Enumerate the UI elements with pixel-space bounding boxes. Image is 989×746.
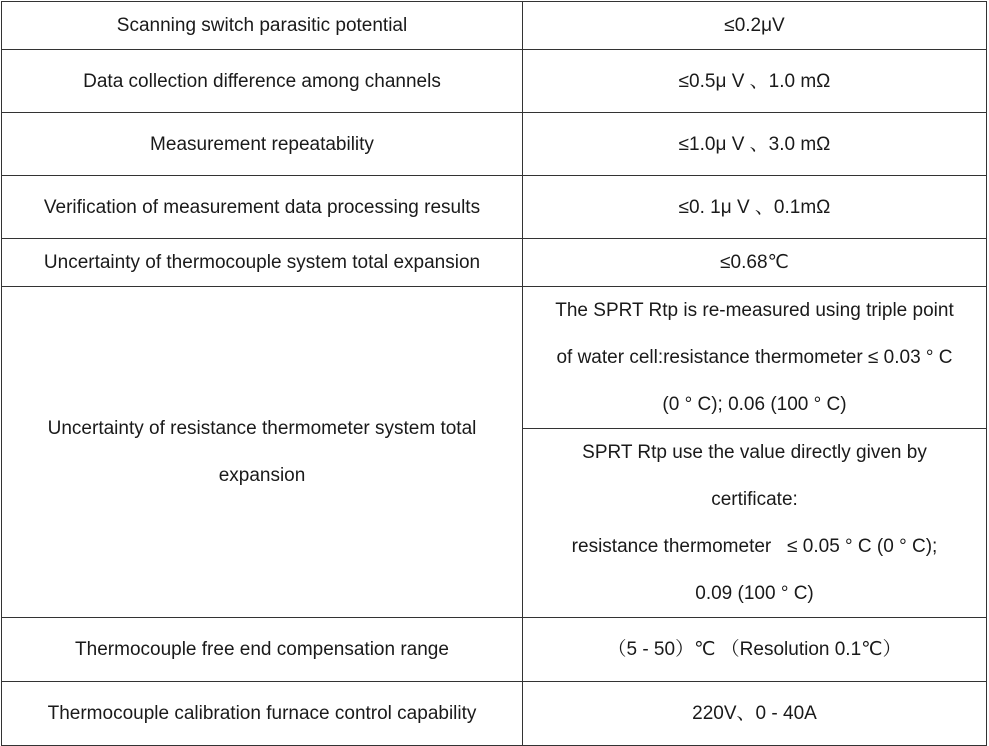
- value-line: (0 ° C); 0.06 (100 ° C): [662, 394, 847, 415]
- value-cell: ≤0.68℃: [523, 239, 987, 287]
- param-cell-merged: [2, 287, 523, 618]
- value-line: 0.09 (100 ° C): [695, 583, 814, 604]
- param-cell: Verification of measurement data processing results: [2, 176, 523, 239]
- table-row: [2, 618, 987, 682]
- value-line: resistance thermometer ≤ 0.05 ° C (0 ° C);: [571, 536, 938, 557]
- value-cell: 220V、0 - 40A: [523, 682, 987, 746]
- table-row: [2, 113, 987, 176]
- table-row: [2, 50, 987, 113]
- value-line: certificate:: [711, 489, 798, 510]
- param-cell: Thermocouple calibration furnace control capability: [2, 682, 523, 746]
- table-row: [2, 2, 987, 50]
- param-line: expansion: [218, 465, 306, 486]
- param-cell: Scanning switch parasitic potential: [2, 2, 523, 50]
- table-row: [2, 176, 987, 239]
- table-row: [2, 287, 987, 429]
- value-cell-certificate: [523, 429, 987, 618]
- value-cell: ≤0. 1μ V 、0.1mΩ: [523, 176, 987, 239]
- param-cell: Measurement repeatability: [2, 113, 523, 176]
- value-line: of water cell:resistance thermometer ≤ 0.03 ° C: [556, 347, 953, 368]
- value-cell: ≤0.5μ V 、1.0 mΩ: [523, 50, 987, 113]
- param-cell: Thermocouple free end compensation range: [2, 618, 523, 682]
- value-cell-remeasured: [523, 287, 987, 429]
- param-cell: Data collection difference among channels: [2, 50, 523, 113]
- value-line: SPRT Rtp use the value directly given by: [582, 442, 927, 463]
- table-row: [2, 239, 987, 287]
- param-line: Uncertainty of resistance thermometer system total: [47, 418, 477, 439]
- table-row: [2, 682, 987, 746]
- value-cell: （5 - 50）℃ （Resolution 0.1℃）: [523, 618, 987, 682]
- value-cell: ≤1.0μ V 、3.0 mΩ: [523, 113, 987, 176]
- value-line: The SPRT Rtp is re-measured using triple point: [555, 300, 954, 321]
- value-cell: ≤0.2μV: [523, 2, 987, 50]
- spec-table: [1, 1, 987, 746]
- param-cell: Uncertainty of thermocouple system total expansion: [2, 239, 523, 287]
